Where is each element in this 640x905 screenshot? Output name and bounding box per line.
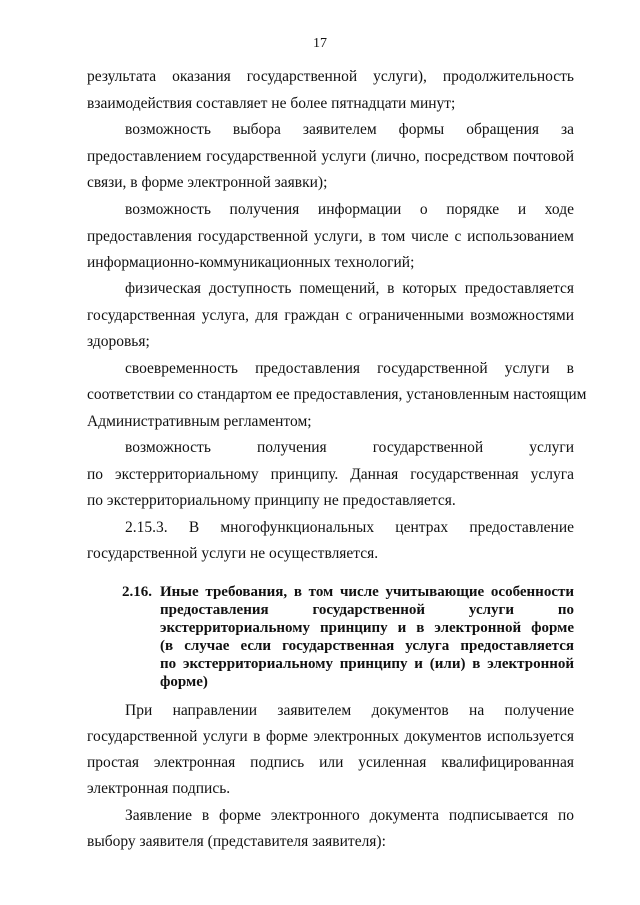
text-line: по экстерриториальному принципу. Данная государственная услуга <box>87 466 574 483</box>
text-line: здоровья; <box>87 333 150 350</box>
page-number: 17 <box>313 36 327 51</box>
text-line: по экстерриториальному принципу не предоставляется. <box>87 492 456 509</box>
section-heading-line: Иные требования, в том числе учитывающие особенности <box>160 584 574 600</box>
section-heading-line: по экстерриториальному принципу и (или) в электронной <box>160 656 574 672</box>
text-line: простая электронная подпись или усиленная квалифицированная <box>87 754 574 771</box>
text-line: взаимодействия составляет не более пятнадцати минут; <box>87 95 456 112</box>
section-heading-line: экстерриториальному принципу и в электронной форме <box>160 620 574 636</box>
text-line: государственная услуга, для граждан с ограниченными возможностями <box>87 307 574 324</box>
text-line: возможность получения информации о порядке и ходе <box>125 201 574 218</box>
text-line: предоставления государственной услуги, в том числе с использованием <box>87 228 574 245</box>
section-number: 2.16. <box>122 584 152 600</box>
section-heading-line: (в случае если государственная услуга предоставляется <box>160 638 574 654</box>
section-heading-line: форме) <box>160 674 208 690</box>
section-heading-line: предоставления государственной услуги по <box>160 602 574 618</box>
text-line: информационно-коммуникационных технологий; <box>87 254 415 271</box>
text-line: электронная подпись. <box>87 780 231 797</box>
text-line: результата оказания государственной услуги), продолжительность <box>87 68 574 85</box>
text-line: государственной услуги не осуществляется. <box>87 545 379 562</box>
text-line: 2.15.3. В многофункциональных центрах предоставление <box>125 519 574 536</box>
text-line: Заявление в форме электронного документа подписывается по <box>125 807 574 824</box>
text-line: возможность получения государственной услуги <box>125 439 574 456</box>
text-line: При направлении заявителем документов на получение <box>125 702 574 719</box>
text-line: Административным регламентом; <box>87 413 312 430</box>
text-line: предоставлением государственной услуги (лично, посредством почтовой <box>87 148 574 165</box>
text-line: возможность выбора заявителем формы обращения за <box>125 121 574 138</box>
text-line: физическая доступность помещений, в которых предоставляется <box>125 280 574 297</box>
text-line: соответствии со стандартом ее предоставления, установленным настоящим <box>87 386 587 403</box>
text-line: государственной услуги в форме электронных документов используется <box>87 728 574 745</box>
text-line: своевременность предоставления государственной услуги в <box>125 360 574 377</box>
text-line: связи, в форме электронной заявки); <box>87 174 328 191</box>
text-line: выбору заявителя (представителя заявителя): <box>87 833 386 850</box>
